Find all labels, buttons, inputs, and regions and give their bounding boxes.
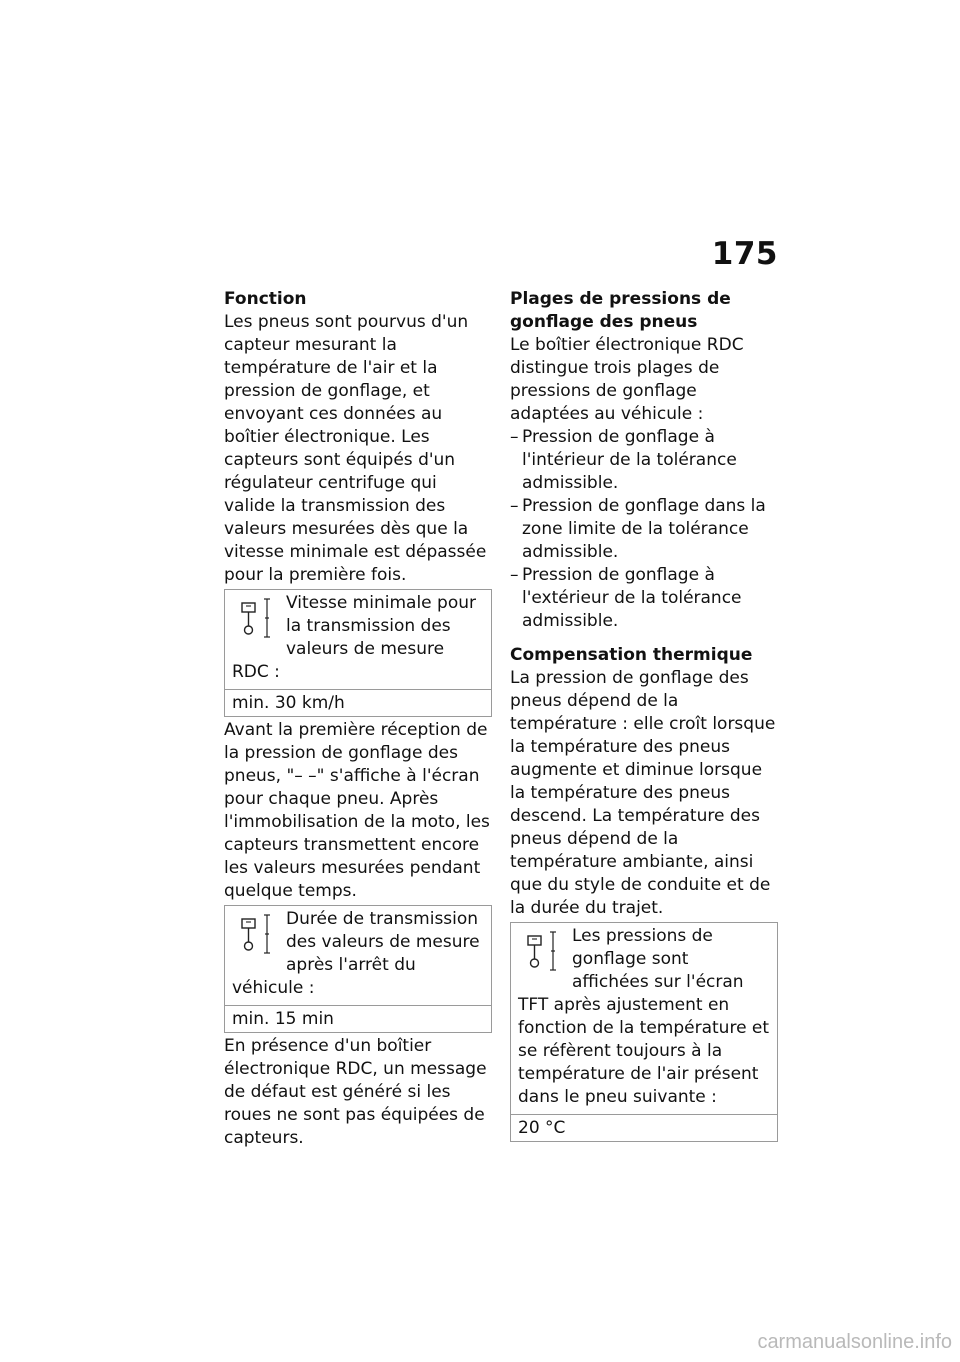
bullet-dash: – [510, 427, 519, 447]
spec-description: Les pressions de gonflage sont affichées sur l'écran TFT après ajustement en fonction de la température et se réfèrent toujours à la température de l'air présent dans le pneu suivante : [518, 926, 770, 1107]
min-speed-spec-box [224, 589, 492, 717]
thermal-compensation-heading: Compensation thermique [510, 645, 753, 665]
watermark: carmanualsonline.info [757, 1331, 952, 1353]
transmission-duration-spec-box [224, 905, 492, 1033]
spec-description-row [225, 590, 491, 690]
left-column [224, 288, 492, 1150]
pressure-ranges-list [510, 426, 778, 633]
list-item-text: Pression de gonflage à l'intérieur de la tolérance admissible. [522, 427, 737, 493]
before-first-reception-paragraph: Avant la première réception de la pression de gonflage des pneus, "– –" s'affiche à l'écran pour chaque pneu. Après l'immobilisation de la moto, les capteurs transmettent encore les valeurs mesurées pendant quelque temps. [224, 720, 490, 901]
spec-description: Durée de transmission des valeurs de mesure après l'arrêt du véhicule : [232, 909, 480, 998]
spec-description-row [225, 906, 491, 1006]
tire-pressure-gauge-icon [240, 596, 276, 640]
spec-value: min. 30 km/h [232, 693, 345, 713]
pressure-ranges-intro: Le boîtier électronique RDC distingue trois plages de pressions de gonflage adaptées au véhicule : [510, 335, 744, 424]
spec-value: min. 15 min [232, 1009, 334, 1029]
spec-description-row [511, 923, 777, 1115]
tire-pressure-gauge-icon [240, 912, 276, 956]
bullet-dash: – [510, 565, 519, 585]
thermal-compensation-paragraph: La pression de gonflage des pneus dépend de la température : elle croît lorsque la température des pneus augmente et diminue lorsque la température des pneus descend. La température des pneus dépend de la température ambiante, ainsi que du style de conduite et de la durée du trajet. [510, 668, 776, 918]
pressure-ranges-heading: Plages de pressions de gonflage des pneus [510, 289, 731, 332]
list-item [510, 426, 778, 495]
bullet-dash: – [510, 496, 519, 516]
spec-value: 20 °C [518, 1118, 566, 1138]
function-paragraph: Les pneus sont pourvus d'un capteur mesurant la température de l'air et la pression de gonflage, et envoyant ces données au boîtier électronique. Les capteurs sont équipés d'un régulateur centrifuge qui valide la transmission des valeurs mesurées dès que la vitesse minimale est dépassée pour la première fois. [224, 312, 487, 585]
list-item [510, 495, 778, 564]
list-item-text: Pression de gonflage dans la zone limite de la tolérance admissible. [522, 496, 766, 562]
list-item [510, 564, 778, 633]
spec-description: Vitesse minimale pour la transmission des valeurs de mesure RDC : [232, 593, 476, 682]
right-column [510, 288, 778, 1144]
list-item-text: Pression de gonflage à l'extérieur de la tolérance admissible. [522, 565, 742, 631]
reference-temperature-spec-box [510, 922, 778, 1142]
function-heading: Fonction [224, 289, 307, 309]
error-message-paragraph: En présence d'un boîtier électronique RDC, un message de défaut est généré si les roues ne sont pas équipées de capteurs. [224, 1036, 487, 1148]
page-number: 175 [711, 236, 778, 272]
tire-pressure-gauge-icon [526, 929, 562, 973]
